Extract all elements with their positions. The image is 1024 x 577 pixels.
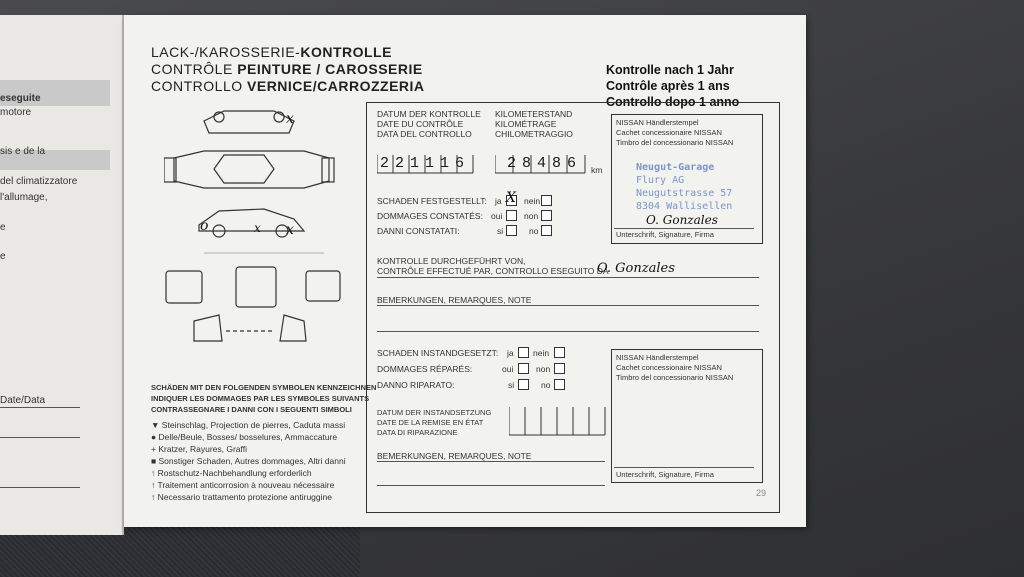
km-label: KILOMETERSTAND — [495, 109, 573, 119]
damage-found-label: SCHADEN FESTGESTELLT: — [377, 196, 487, 206]
yes-label: oui — [491, 211, 503, 221]
stamp-header: Cachet concessionaire NISSAN — [616, 363, 722, 372]
damage-mark: o — [200, 218, 209, 234]
left-text: e — [0, 222, 6, 233]
divider — [0, 437, 80, 438]
yes-label: oui — [502, 364, 514, 374]
dealer-stamp-text: Flury AG — [636, 175, 685, 186]
repair-date-label: DATE DE LA REMISE EN ÉTAT — [377, 418, 484, 427]
left-text: l'allumage, — [0, 192, 48, 203]
no-label: nein — [533, 348, 550, 358]
stamp-footer: Unterschrift, Signature, Firma — [616, 230, 714, 239]
left-text: del climatizzatore — [0, 176, 78, 187]
booklet-page — [124, 15, 806, 527]
legend-header: CONTRASSEGNARE I DANNI CON I SEGUENTI SIMBOLI — [151, 405, 352, 414]
legend-header: INDIQUER LES DOMMAGES PAR LES SYMBOLES SUIVANTS — [151, 394, 370, 403]
check-mark: X — [506, 190, 516, 206]
left-page — [0, 15, 124, 535]
km-value: 28486 — [507, 155, 583, 172]
stamp-header: NISSAN Händlerstempel — [616, 118, 699, 127]
remarks-line — [377, 331, 759, 332]
left-text: eseguite — [0, 93, 41, 104]
legend-item: ▼ Steinschlag, Projection de pierres, Caduta massi — [151, 420, 346, 430]
performed-by-label: KONTROLLE DURCHGEFÜHRT VON, — [377, 256, 526, 266]
no-label: no — [541, 380, 551, 390]
dealer-signature: O. Gonzales — [646, 213, 718, 227]
legend-item: ↑ Necessario trattamento protezione antiruggine — [151, 492, 332, 502]
yes-label: ja — [495, 196, 502, 206]
no-label: nein — [524, 196, 541, 206]
no-checkbox[interactable] — [541, 210, 552, 221]
left-text: motore — [0, 107, 32, 118]
signature-line — [614, 228, 754, 229]
no-checkbox[interactable] — [541, 225, 552, 236]
dealer-stamp-text: Neugutstrasse 57 — [636, 188, 733, 199]
yes-label: si — [497, 226, 504, 236]
date-label: DATE DU CONTRÔLE — [377, 119, 464, 129]
km-unit: km — [591, 165, 603, 175]
performed-by-label: CONTRÔLE EFFECTUÉ PAR, CONTROLLO ESEGUITO DA — [377, 266, 609, 276]
signature-line — [614, 467, 754, 468]
legend-item: ■ Sonstiger Schaden, Autres dommages, Altri danni — [151, 456, 346, 466]
repaired-label: DOMMAGES RÉPARÉS: — [377, 364, 473, 374]
legend-item: ● Delle/Beule, Bosses/ bosselures, Ammaccature — [151, 432, 338, 442]
dealer-stamp-box — [611, 114, 763, 244]
yes-checkbox[interactable] — [506, 225, 517, 236]
remarks-line — [377, 305, 759, 306]
repaired-label: DANNO RIPARATO: — [377, 380, 455, 390]
no-checkbox[interactable] — [554, 363, 565, 374]
page-number: 29 — [756, 488, 767, 498]
remarks-label: BEMERKUNGEN, REMARQUES, NOTE — [377, 295, 532, 305]
remarks-line — [377, 485, 605, 486]
yes-label: si — [508, 380, 515, 390]
dealer-stamp-box — [611, 349, 763, 483]
title-line-1: LACK-/KAROSSERIE-KONTROLLE — [151, 44, 392, 60]
left-text: e — [0, 251, 6, 262]
stamp-header: Cachet concessionaire NISSAN — [616, 128, 722, 137]
date-label: DATA DEL CONTROLLO — [377, 129, 472, 139]
no-checkbox[interactable] — [541, 195, 552, 206]
signature-line — [377, 277, 759, 278]
repaired-label: SCHADEN INSTANDGESETZT: — [377, 348, 499, 358]
yes-checkbox[interactable] — [518, 363, 529, 374]
left-text: sis e de la — [0, 146, 46, 157]
yes-checkbox[interactable] — [506, 210, 517, 221]
repair-date-label: DATUM DER INSTANDSETZUNG — [377, 408, 492, 417]
legend-item: ↑ Rostschutz-Nachbehandlung erforderlich — [151, 468, 312, 478]
year-label-it: Controllo dopo 1 anno — [606, 95, 740, 109]
km-label: CHILOMETRAGGIO — [495, 129, 573, 139]
inspector-signature: O. Gonzales — [597, 261, 675, 276]
yes-checkbox[interactable] — [518, 379, 529, 390]
no-label: no — [529, 226, 539, 236]
repair-date-label: DATA DI RIPARAZIONE — [377, 428, 458, 437]
damage-found-label: DANNI CONSTATATI: — [377, 226, 460, 236]
km-label: KILOMÉTRAGE — [495, 119, 557, 129]
no-checkbox[interactable] — [554, 379, 565, 390]
date-label: DATUM DER KONTROLLE — [377, 109, 481, 119]
car-diagram — [164, 103, 364, 343]
left-text: Date/Data — [0, 395, 46, 406]
stamp-footer: Unterschrift, Signature, Firma — [616, 470, 714, 479]
divider — [0, 487, 80, 488]
inspection-form — [366, 102, 780, 513]
no-label: non — [536, 364, 551, 374]
yes-label: ja — [507, 348, 514, 358]
remarks-line — [377, 461, 605, 462]
dealer-stamp-text: 8304 Wallisellen — [636, 201, 733, 212]
legend-item: + Kratzer, Rayures, Graffi — [151, 444, 247, 454]
title-line-2: CONTRÔLE PEINTURE / CAROSSERIE — [151, 61, 423, 77]
remarks-label: BEMERKUNGEN, REMARQUES, NOTE — [377, 451, 532, 461]
damage-mark: x — [286, 111, 294, 127]
year-label-fr: Contrôle après 1 ans — [606, 79, 730, 93]
year-label-de: Kontrolle nach 1 Jahr — [606, 63, 734, 77]
title-line-3: CONTROLLO VERNICE/CARROZZERIA — [151, 78, 425, 94]
no-checkbox[interactable] — [554, 347, 565, 358]
no-label: non — [524, 211, 539, 221]
damage-mark: x — [286, 222, 294, 238]
dealer-stamp-text: Neugut-Garage — [636, 162, 715, 173]
yes-checkbox[interactable] — [518, 347, 529, 358]
stamp-header: Timbro del concessionario NISSAN — [616, 138, 734, 147]
date-value: 221116 — [380, 155, 471, 172]
legend-item: ↑ Traitement anticorrosion à nouveau nécessaire — [151, 480, 335, 490]
damage-found-label: DOMMAGES CONSTATÉS: — [377, 211, 483, 221]
stamp-header: NISSAN Händlerstempel — [616, 353, 699, 362]
damage-mark: x — [254, 221, 261, 235]
stamp-header: Timbro del concessionario NISSAN — [616, 373, 734, 382]
repair-date-grid — [509, 399, 609, 437]
divider — [0, 407, 80, 408]
legend-header: SCHÄDEN MIT DEN FOLGENDEN SYMBOLEN KENNZEICHNEN — [151, 383, 377, 392]
